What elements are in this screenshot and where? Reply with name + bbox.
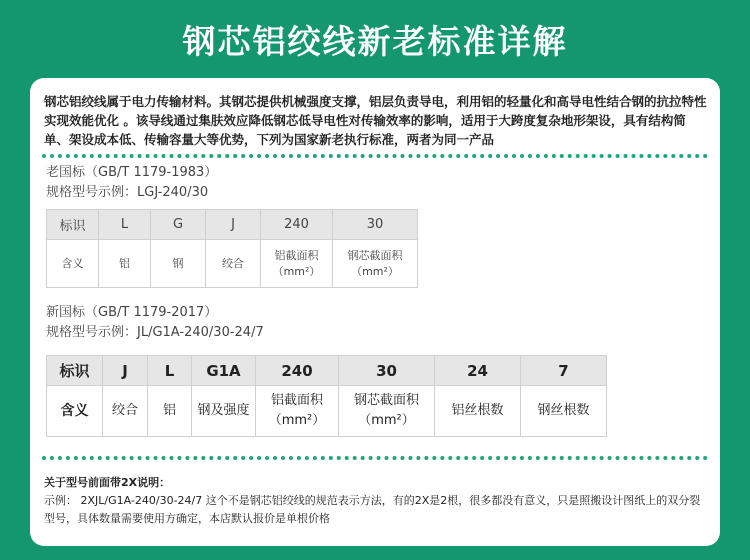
new-header-cell: 240 — [256, 356, 339, 386]
dotted-divider — [42, 154, 708, 158]
new-header-cell: 24 — [435, 356, 521, 386]
new-header-cell: J — [103, 356, 148, 386]
old-header-cell: J — [206, 210, 261, 240]
old-meaning-cell: 含义 — [47, 240, 99, 288]
new-meaning-cell: 铝丝根数 — [435, 386, 521, 437]
new-meaning-cell: 钢芯截面积 （mm²） — [339, 386, 435, 437]
new-header-cell: 7 — [521, 356, 607, 386]
old-header-cell: 30 — [333, 210, 418, 240]
old-standard-example: 规格型号示例：LGJ-240/30 — [46, 185, 209, 200]
old-header-cell: G — [151, 210, 206, 240]
intro-paragraph: 钢芯铝绞线属于电力传输材料。其钢芯提供机械强度支撑，铝层负责导电，利用铝的轻量化和高导电性结合钢的抗拉特性实现效能优化 。该导线通过集肤效应降低钢芯低导电性对传输效率的影响，适用于大跨度复杂地形架设，具有结构简单、架设成本低、传输容量大等优势，下列为国家新老执行标准，两者为同一产品 — [44, 94, 707, 147]
new-table-header-row — [47, 356, 607, 386]
new-standard-label: 新国标（GB/T 1179-2017） — [46, 305, 218, 320]
notes-body: 示例： 2XJL/G1A-240/30-24/7 这个不是钢芯铝绞线的规范表示方法，有的2X是2根，很多都没有意义，只是照搬设计图纸上的双分裂型号，具体数量需要使用方确定，本店默认报价是单根价格 — [44, 494, 701, 525]
notes-section — [44, 474, 708, 528]
new-meaning-cell: 钢丝根数 — [521, 386, 607, 437]
new-header-cell: L — [148, 356, 192, 386]
old-meaning-cell: 钢芯截面积 （mm²） — [333, 240, 418, 288]
old-header-cell: L — [99, 210, 151, 240]
old-standard-table — [46, 209, 418, 288]
old-standard-label: 老国标（GB/T 1179-1983） — [46, 165, 218, 180]
new-meaning-cell: 绞合 — [103, 386, 148, 437]
old-meaning-cell: 绞合 — [206, 240, 261, 288]
old-header-cell: 标识 — [47, 210, 99, 240]
old-header-cell: 240 — [261, 210, 333, 240]
new-standard-example: 规格型号示例：JL/G1A-240/30-24/7 — [46, 325, 264, 340]
new-meaning-cell: 铝 — [148, 386, 192, 437]
new-header-cell: 标识 — [47, 356, 103, 386]
dotted-divider — [42, 456, 708, 460]
new-table-meaning-row — [47, 386, 607, 437]
new-standard-table — [46, 355, 607, 437]
old-meaning-cell: 铝 — [99, 240, 151, 288]
page-title: 钢芯铝绞线新老标准详解 — [182, 21, 568, 61]
old-table-meaning-row — [47, 240, 418, 288]
new-meaning-cell: 铝截面积 （mm²） — [256, 386, 339, 437]
new-meaning-cell: 含义 — [47, 386, 103, 437]
new-header-cell: G1A — [192, 356, 256, 386]
old-meaning-cell: 钢 — [151, 240, 206, 288]
content-card — [30, 78, 720, 546]
new-meaning-cell: 钢及强度 — [192, 386, 256, 437]
old-meaning-cell: 铝截面积 （mm²） — [261, 240, 333, 288]
notes-title: 关于型号前面带2X说明： — [44, 476, 171, 489]
new-header-cell: 30 — [339, 356, 435, 386]
old-table-header-row — [47, 210, 418, 240]
